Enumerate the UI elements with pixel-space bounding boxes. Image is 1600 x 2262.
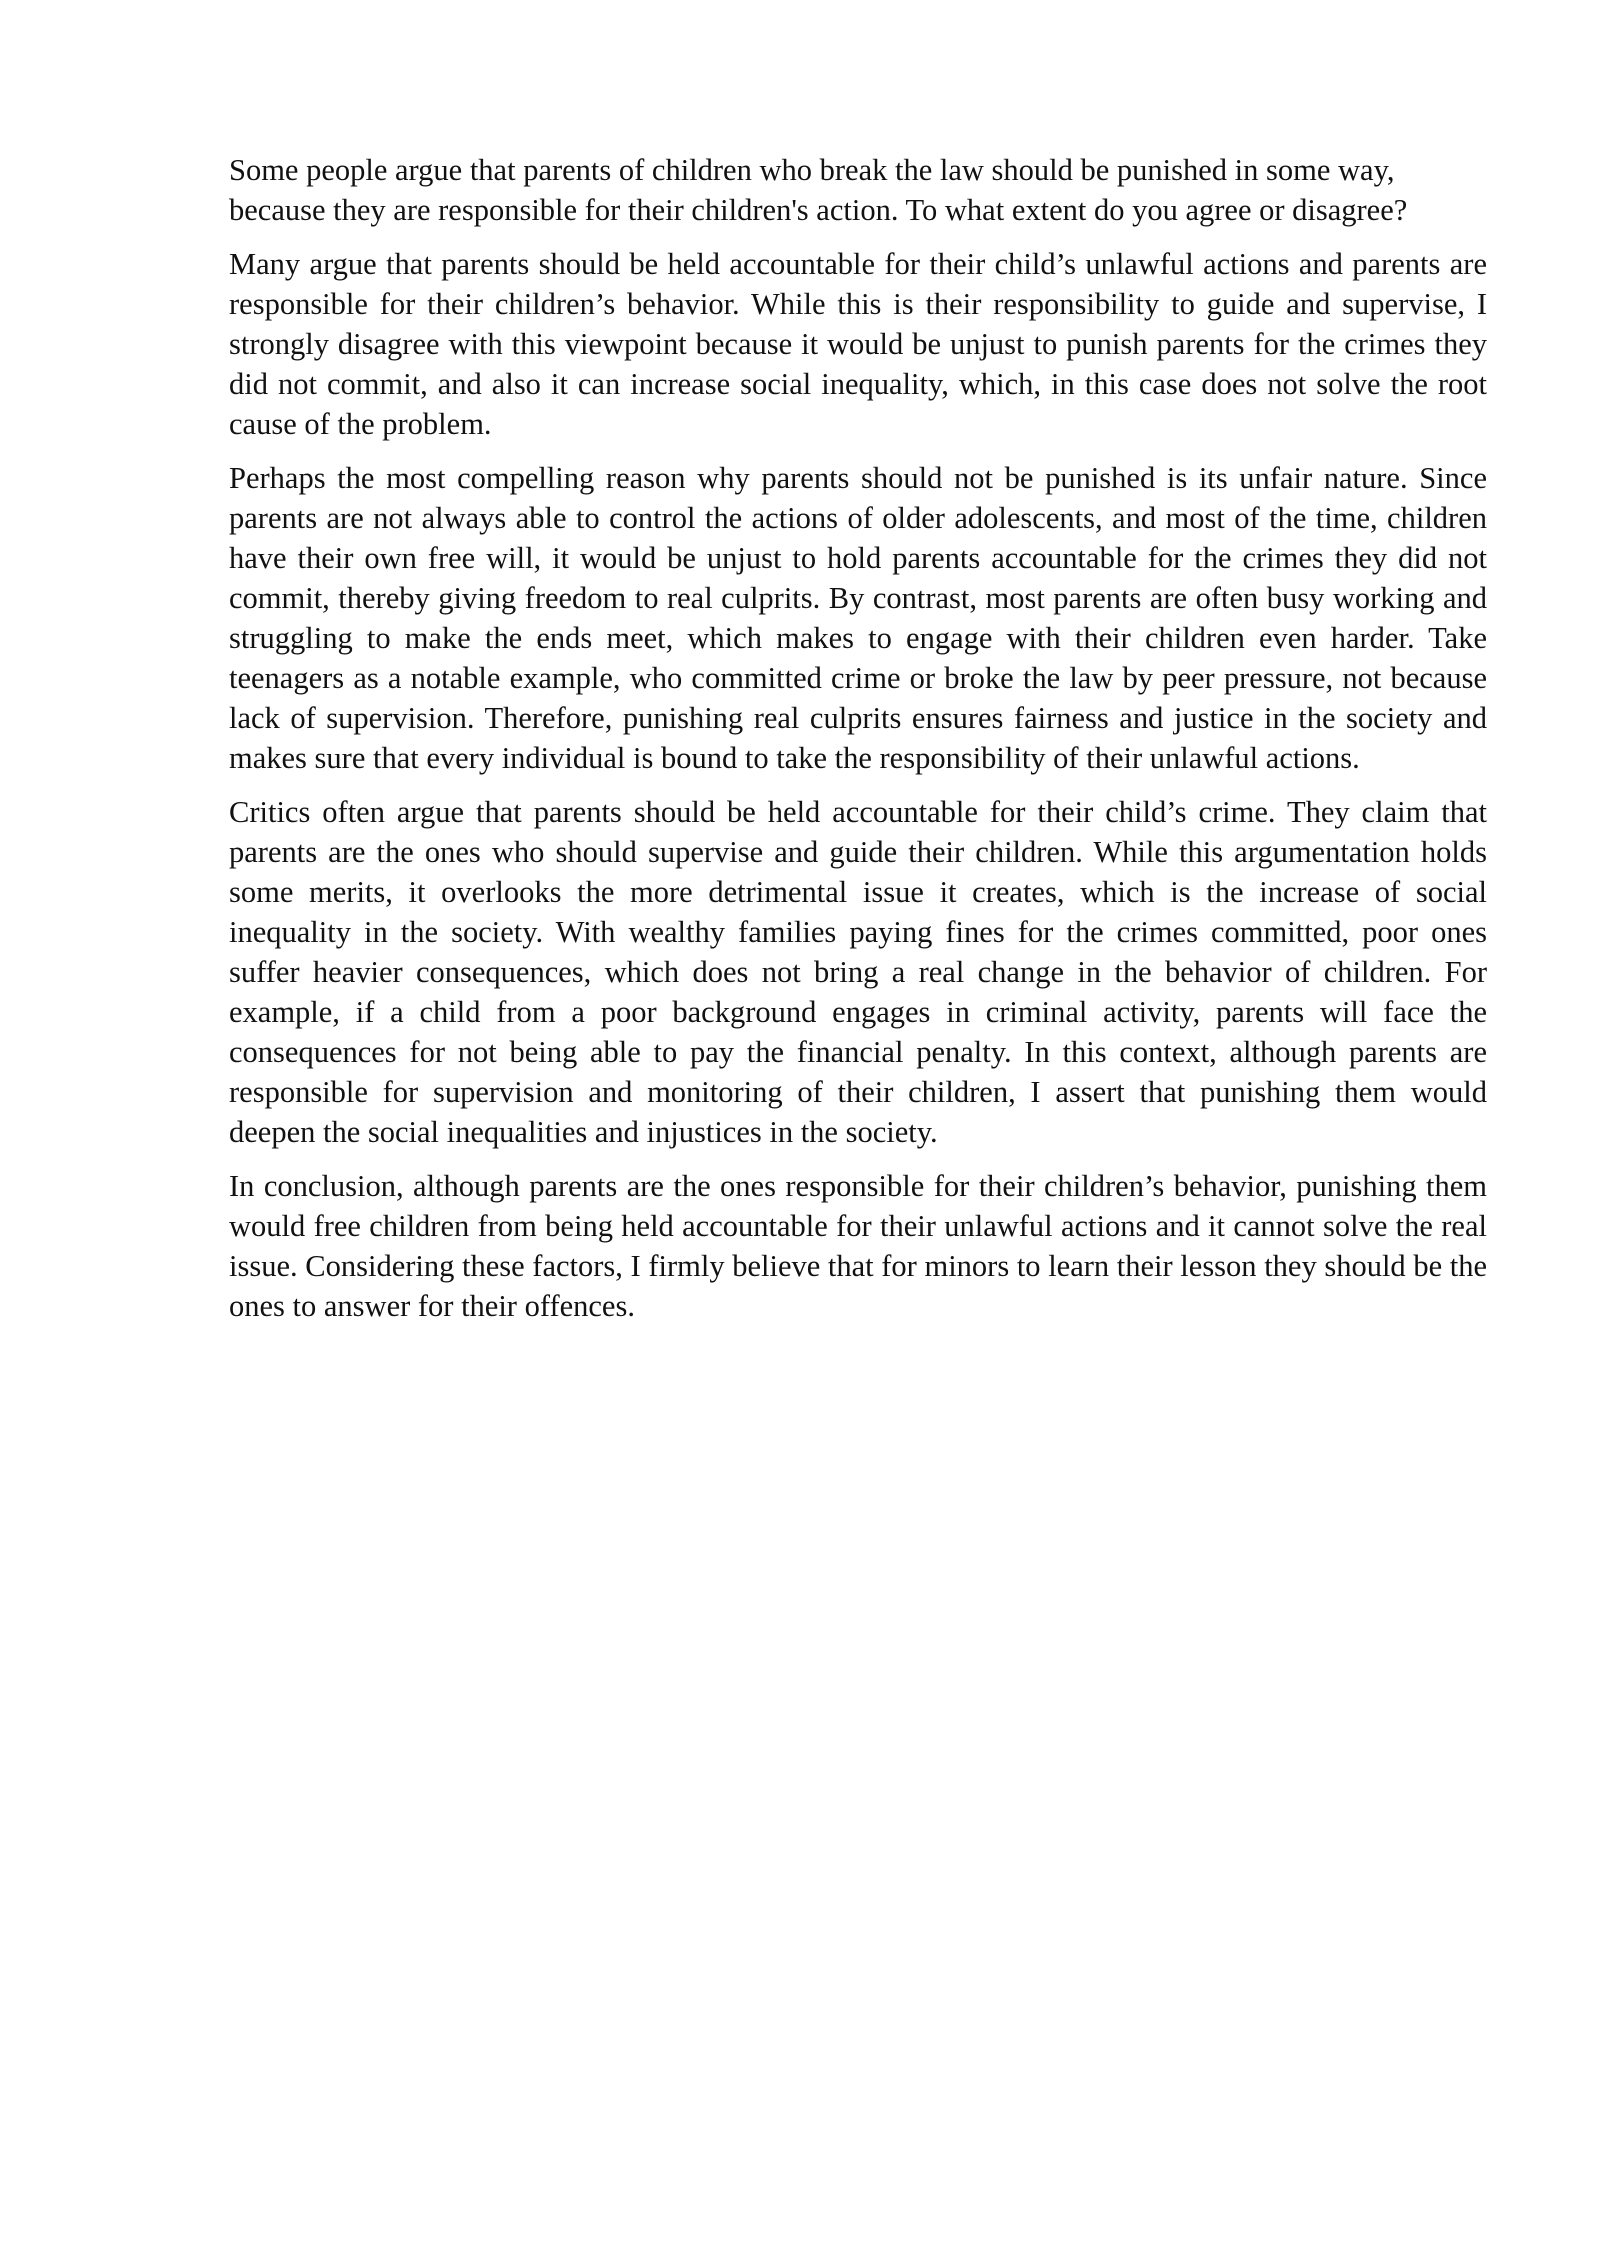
essay-body-paragraph-1: Perhaps the most compelling reason why parents should not be punished is its unfair nature. Since parents are not always able to control the actions of older adolescents, and most of the time, children have their own free will, it would be unjust to hold parents accountable for the crimes they did not commit, thereby giving freedom to real culprits. By contrast, most parents are often busy working and struggling to make the ends meet, which makes to engage with their children even harder. Take teenagers as a notable example, who committed crime or broke the law by peer pressure, not because lack of supervision. Therefore, punishing real culprits ensures fairness and justice in the society and makes sure that every individual is bound to take the responsibility of their unlawful actions.	[229, 461, 1487, 775]
essay-introduction: Many argue that parents should be held accountable for their child’s unlawful actions and parents are responsible for their children’s behavior. While this is their responsibility to guide and supervise, I strongly disagree with this viewpoint because it would be unjust to punish parents for the crimes they did not commit, and also it can increase social inequality, which, in this case does not solve the root cause of the problem.	[229, 247, 1487, 441]
essay-body-paragraph-2: Critics often argue that parents should be held accountable for their child’s crime. They claim that parents are the ones who should supervise and guide their children. While this argumentation holds some merits, it overlooks the more detrimental issue it creates, which is the increase of social inequality in the society. With wealthy families paying fines for the crimes committed, poor ones suffer heavier consequences, which does not bring a real change in the behavior of children. For example, if a child from a poor background engages in criminal activity, parents will face the consequences for not being able to pay the financial penalty. In this context, although parents are responsible for supervision and monitoring of their children, I assert that punishing them would deepen the social inequalities and injustices in the society.	[229, 795, 1487, 1149]
essay-body	[229, 150, 1487, 1340]
essay-question: Some people argue that parents of children who break the law should be punished in some way, because they are responsible for their children's action. To what extent do you agree or disagree?	[229, 153, 1408, 227]
essay-conclusion: In conclusion, although parents are the ones responsible for their children’s behavior, punishing them would free children from being held accountable for their unlawful actions and it cannot solve the real issue. Considering these factors, I firmly believe that for minors to learn their lesson they should be the ones to answer for their offences.	[229, 1169, 1487, 1323]
